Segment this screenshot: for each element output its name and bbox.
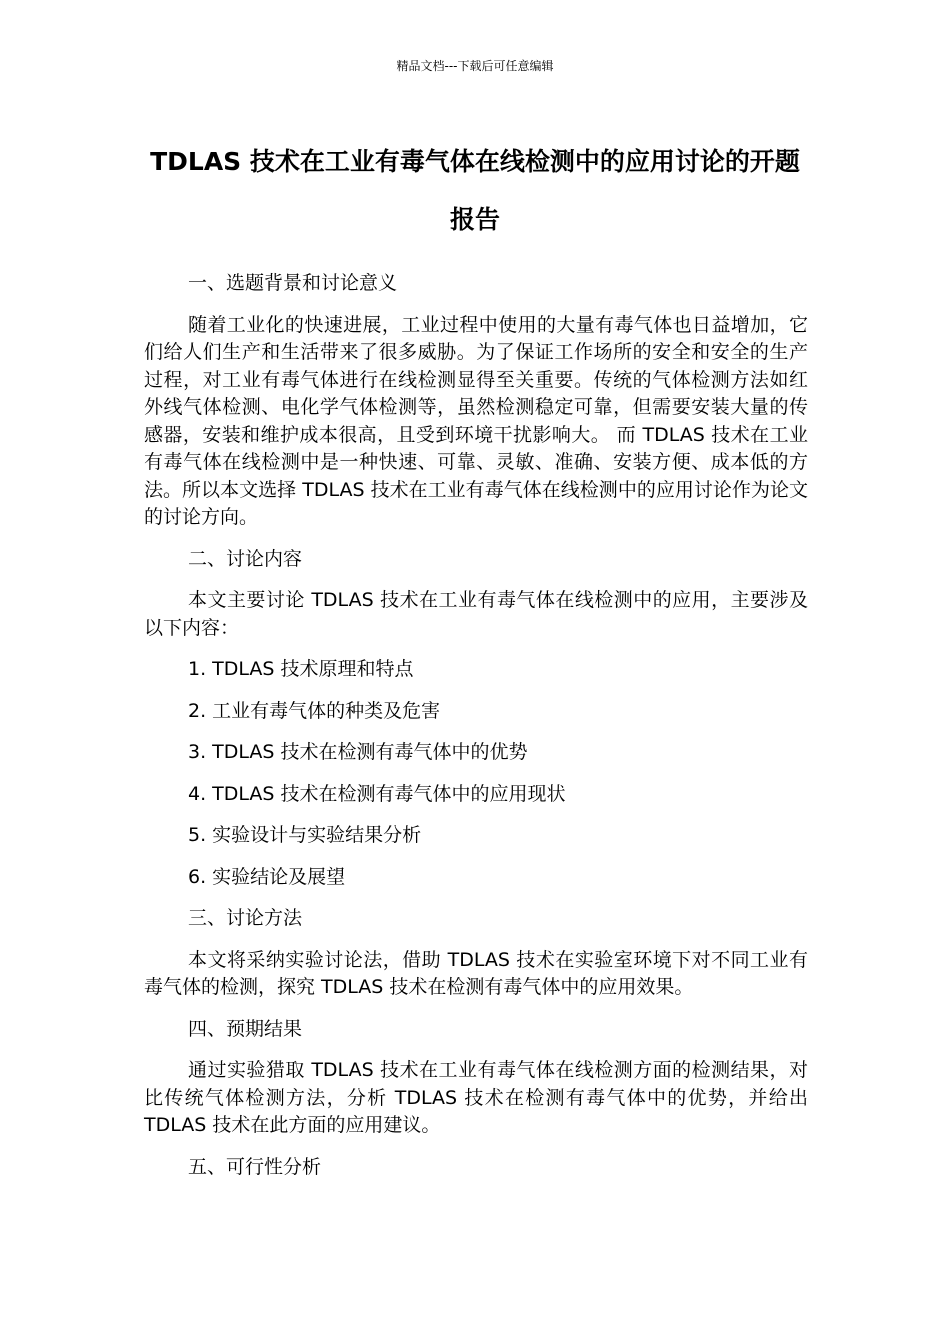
section-heading-content: 二、讨论内容 xyxy=(188,547,303,570)
section-paragraph-background: 随着工业化的快速进展，工业过程中使用的大量有毒气体也日益增加，它们给人们生产和生活带来了很多威胁。为了保证工作场所的安全和安全的生产过程，对工业有毒气体进行在线检测显得至关重要。传统的气体检测方法如红外线气体检测、电化学气体检测等，虽然检测稳定可靠，但需要安装大量的传感器，安装和维护成本很高，且受到环境干扰影响大。 而 TDLAS 技术在工业有毒气体在线检测中是一种快速、可靠、灵敏、准确、安装方便、成本低的方法。所以本文选择 TDLAS 技术在工业有毒气体在线检测中的应用讨论作为论文的讨论方向。 xyxy=(144,313,808,528)
section-paragraph-method: 本文将采纳实验讨论法，借助 TDLAS 技术在实验室环境下对不同工业有毒气体的检测，探究 TDLAS 技术在检测有毒气体中的应用效果。 xyxy=(144,948,808,998)
section-heading-expected: 四、预期结果 xyxy=(188,1017,303,1040)
section-heading-feasibility: 五、可行性分析 xyxy=(188,1155,322,1178)
section-paragraph-expected: 通过实验猎取 TDLAS 技术在工业有毒气体在线检测方面的检测结果，对比传统气体检测方法，分析 TDLAS 技术在检测有毒气体中的优势，并给出 TDLAS 技术在此方面的应用建议。 xyxy=(144,1059,808,1136)
list-item: 6. 实验结论及展望 xyxy=(188,865,346,888)
list-item: 4. TDLAS 技术在检测有毒气体中的应用现状 xyxy=(188,782,566,805)
document-title: TDLAS 技术在工业有毒气体在线检测中的应用讨论的开题报告 xyxy=(150,147,800,234)
section-heading-method: 三、讨论方法 xyxy=(188,907,303,929)
list-item: 3. TDLAS 技术在检测有毒气体中的优势 xyxy=(188,741,528,763)
list-item: 1. TDLAS 技术原理和特点 xyxy=(188,658,414,680)
list-item: 5. 实验设计与实验结果分析 xyxy=(188,824,422,846)
page-header-note: 精品文档---下载后可任意编辑 xyxy=(396,59,554,73)
document-body xyxy=(144,270,808,1195)
section-heading-background: 一、选题背景和讨论意义 xyxy=(188,272,398,294)
section-paragraph-content: 本文主要讨论 TDLAS 技术在工业有毒气体在线检测中的应用，主要涉及以下内容： xyxy=(144,589,808,639)
list-item: 2. 工业有毒气体的种类及危害 xyxy=(188,699,441,722)
